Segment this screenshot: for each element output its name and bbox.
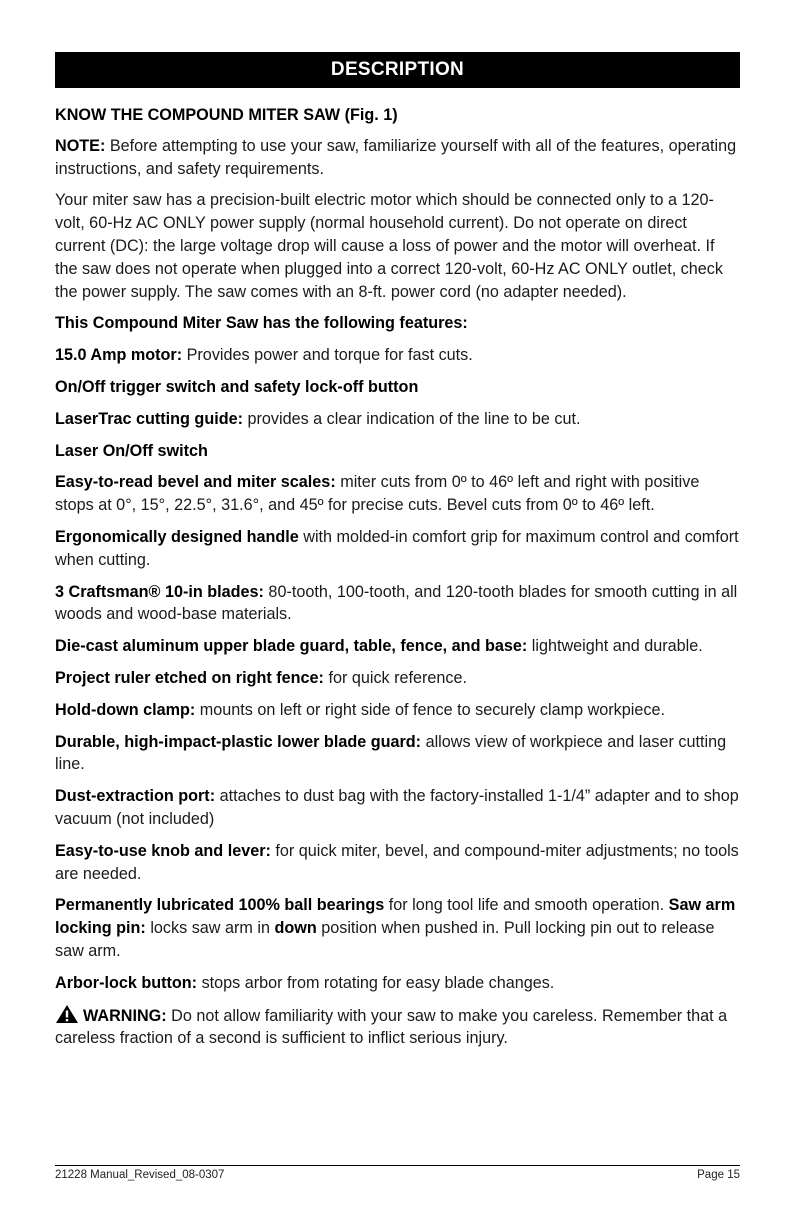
feature-item	[55, 408, 740, 431]
feature-item	[55, 440, 740, 463]
feature-item	[55, 581, 740, 627]
feature-item	[55, 699, 740, 722]
feature-item	[55, 731, 740, 777]
section-title-text: KNOW THE COMPOUND MITER SAW (Fig. 1)	[55, 106, 398, 124]
feature-label: On/Off trigger switch and safety lock-off button	[55, 377, 419, 396]
feature-label: Dust-extraction port:	[55, 787, 216, 806]
feature-text: lightweight and durable.	[527, 637, 703, 656]
feature-item	[55, 344, 740, 367]
feature-label: Project ruler etched on right fence:	[55, 668, 324, 687]
bearings-paragraph	[55, 894, 740, 962]
warning-triangle-icon	[55, 1004, 79, 1024]
locking-pin-text-end: position when pushed in. Pull locking pin out to release saw arm.	[55, 919, 715, 960]
feature-text: Provides power and torque for fast cuts.	[182, 346, 473, 365]
feature-text: provides a clear indication of the line to be cut.	[243, 409, 581, 428]
warning-paragraph	[55, 1004, 740, 1051]
feature-text: with molded-in comfort grip for maximum control and comfort when cutting.	[55, 527, 739, 569]
features-heading	[55, 312, 740, 335]
footer-divider	[55, 1165, 740, 1166]
warning-label: WARNING:	[83, 1006, 167, 1025]
feature-item	[55, 635, 740, 658]
feature-label: Easy-to-read bevel and miter scales:	[55, 473, 336, 492]
page-footer	[55, 1169, 740, 1181]
note-label: NOTE:	[55, 136, 106, 155]
bearings-text: for long tool life and smooth operation.	[384, 896, 669, 915]
intro-paragraph: Your miter saw has a precision-built electric motor which should be connected only to a 120-volt, 60-Hz AC ONLY power supply (normal household current). Do not operate on direct current (DC): the large voltage drop will cause a loss of power and the motor will overheat. If the saw does not operate when plugged into a correct 120-volt, 60-Hz AC ONLY outlet, check the power supply. The saw comes with an 8-ft. power cord (no adapter needed).	[55, 191, 723, 301]
locking-pin-label: Saw arm locking pin:	[55, 896, 736, 938]
feature-text: allows view of workpiece and laser cutting line.	[55, 732, 727, 774]
feature-label: Easy-to-use knob and lever:	[55, 841, 271, 860]
down-label: down	[274, 919, 317, 938]
feature-item	[55, 667, 740, 690]
feature-label: LaserTrac cutting guide:	[55, 409, 243, 428]
locking-pin-text: locks saw arm in	[145, 919, 275, 938]
feature-text: attaches to dust bag with the factory-installed 1-1/4” adapter and to shop vacuum (not included)	[55, 787, 739, 828]
feature-item	[55, 526, 740, 572]
feature-label: Hold-down clamp:	[55, 700, 196, 719]
features-heading-text: This Compound Miter Saw has the following features:	[55, 314, 468, 333]
feature-label: Durable, high-impact-plastic lower blade guard:	[55, 732, 422, 751]
section-header-bar	[55, 52, 740, 88]
feature-label: Ergonomically designed handle	[55, 527, 299, 546]
arbor-text: stops arbor from rotating for easy blade changes.	[197, 973, 555, 992]
footer-page-number: Page 15	[697, 1169, 740, 1181]
note-paragraph	[55, 135, 740, 181]
feature-label: 15.0 Amp motor:	[55, 346, 183, 365]
feature-item	[55, 376, 740, 399]
note-text: Before attempting to use your saw, familiarize yourself with all of the features, operating instructions, and safety requirements.	[55, 136, 737, 178]
feature-text: miter cuts from 0º to 46º left and right with positive stops at 0°, 15°, 22.5°, 31.6°, and 45º for precise cuts. Bevel cuts from 0º to 46º left.	[55, 473, 700, 515]
bearings-label: Permanently lubricated 100% ball bearings	[55, 896, 385, 915]
arbor-paragraph	[55, 972, 740, 995]
section-header-title: DESCRIPTION	[330, 59, 465, 80]
arbor-label: Arbor-lock button:	[55, 973, 198, 992]
feature-text: 80-tooth, 100-tooth, and 120-tooth blades for smooth cutting in all woods and wood-base materials.	[55, 582, 738, 624]
section-title	[55, 104, 740, 127]
footer-document-id: 21228 Manual_Revised_08-0307	[55, 1169, 225, 1181]
feature-label: Laser On/Off switch	[55, 441, 208, 460]
feature-text: for quick miter, bevel, and compound-miter adjustments; no tools are needed.	[55, 841, 739, 883]
manual-content	[55, 104, 740, 1059]
feature-label: Die-cast aluminum upper blade guard, table, fence, and base:	[55, 637, 528, 656]
feature-text: for quick reference.	[323, 668, 468, 687]
feature-text: mounts on left or right side of fence to securely clamp workpiece.	[195, 700, 665, 719]
feature-label: 3 Craftsman® 10-in blades:	[55, 582, 264, 601]
feature-item	[55, 471, 740, 517]
feature-item	[55, 840, 740, 886]
warning-text: Do not allow familiarity with your saw to make you careless. Remember that a careless fraction of a second is sufficient to inflict serious injury.	[55, 1006, 728, 1048]
feature-item	[55, 785, 740, 831]
